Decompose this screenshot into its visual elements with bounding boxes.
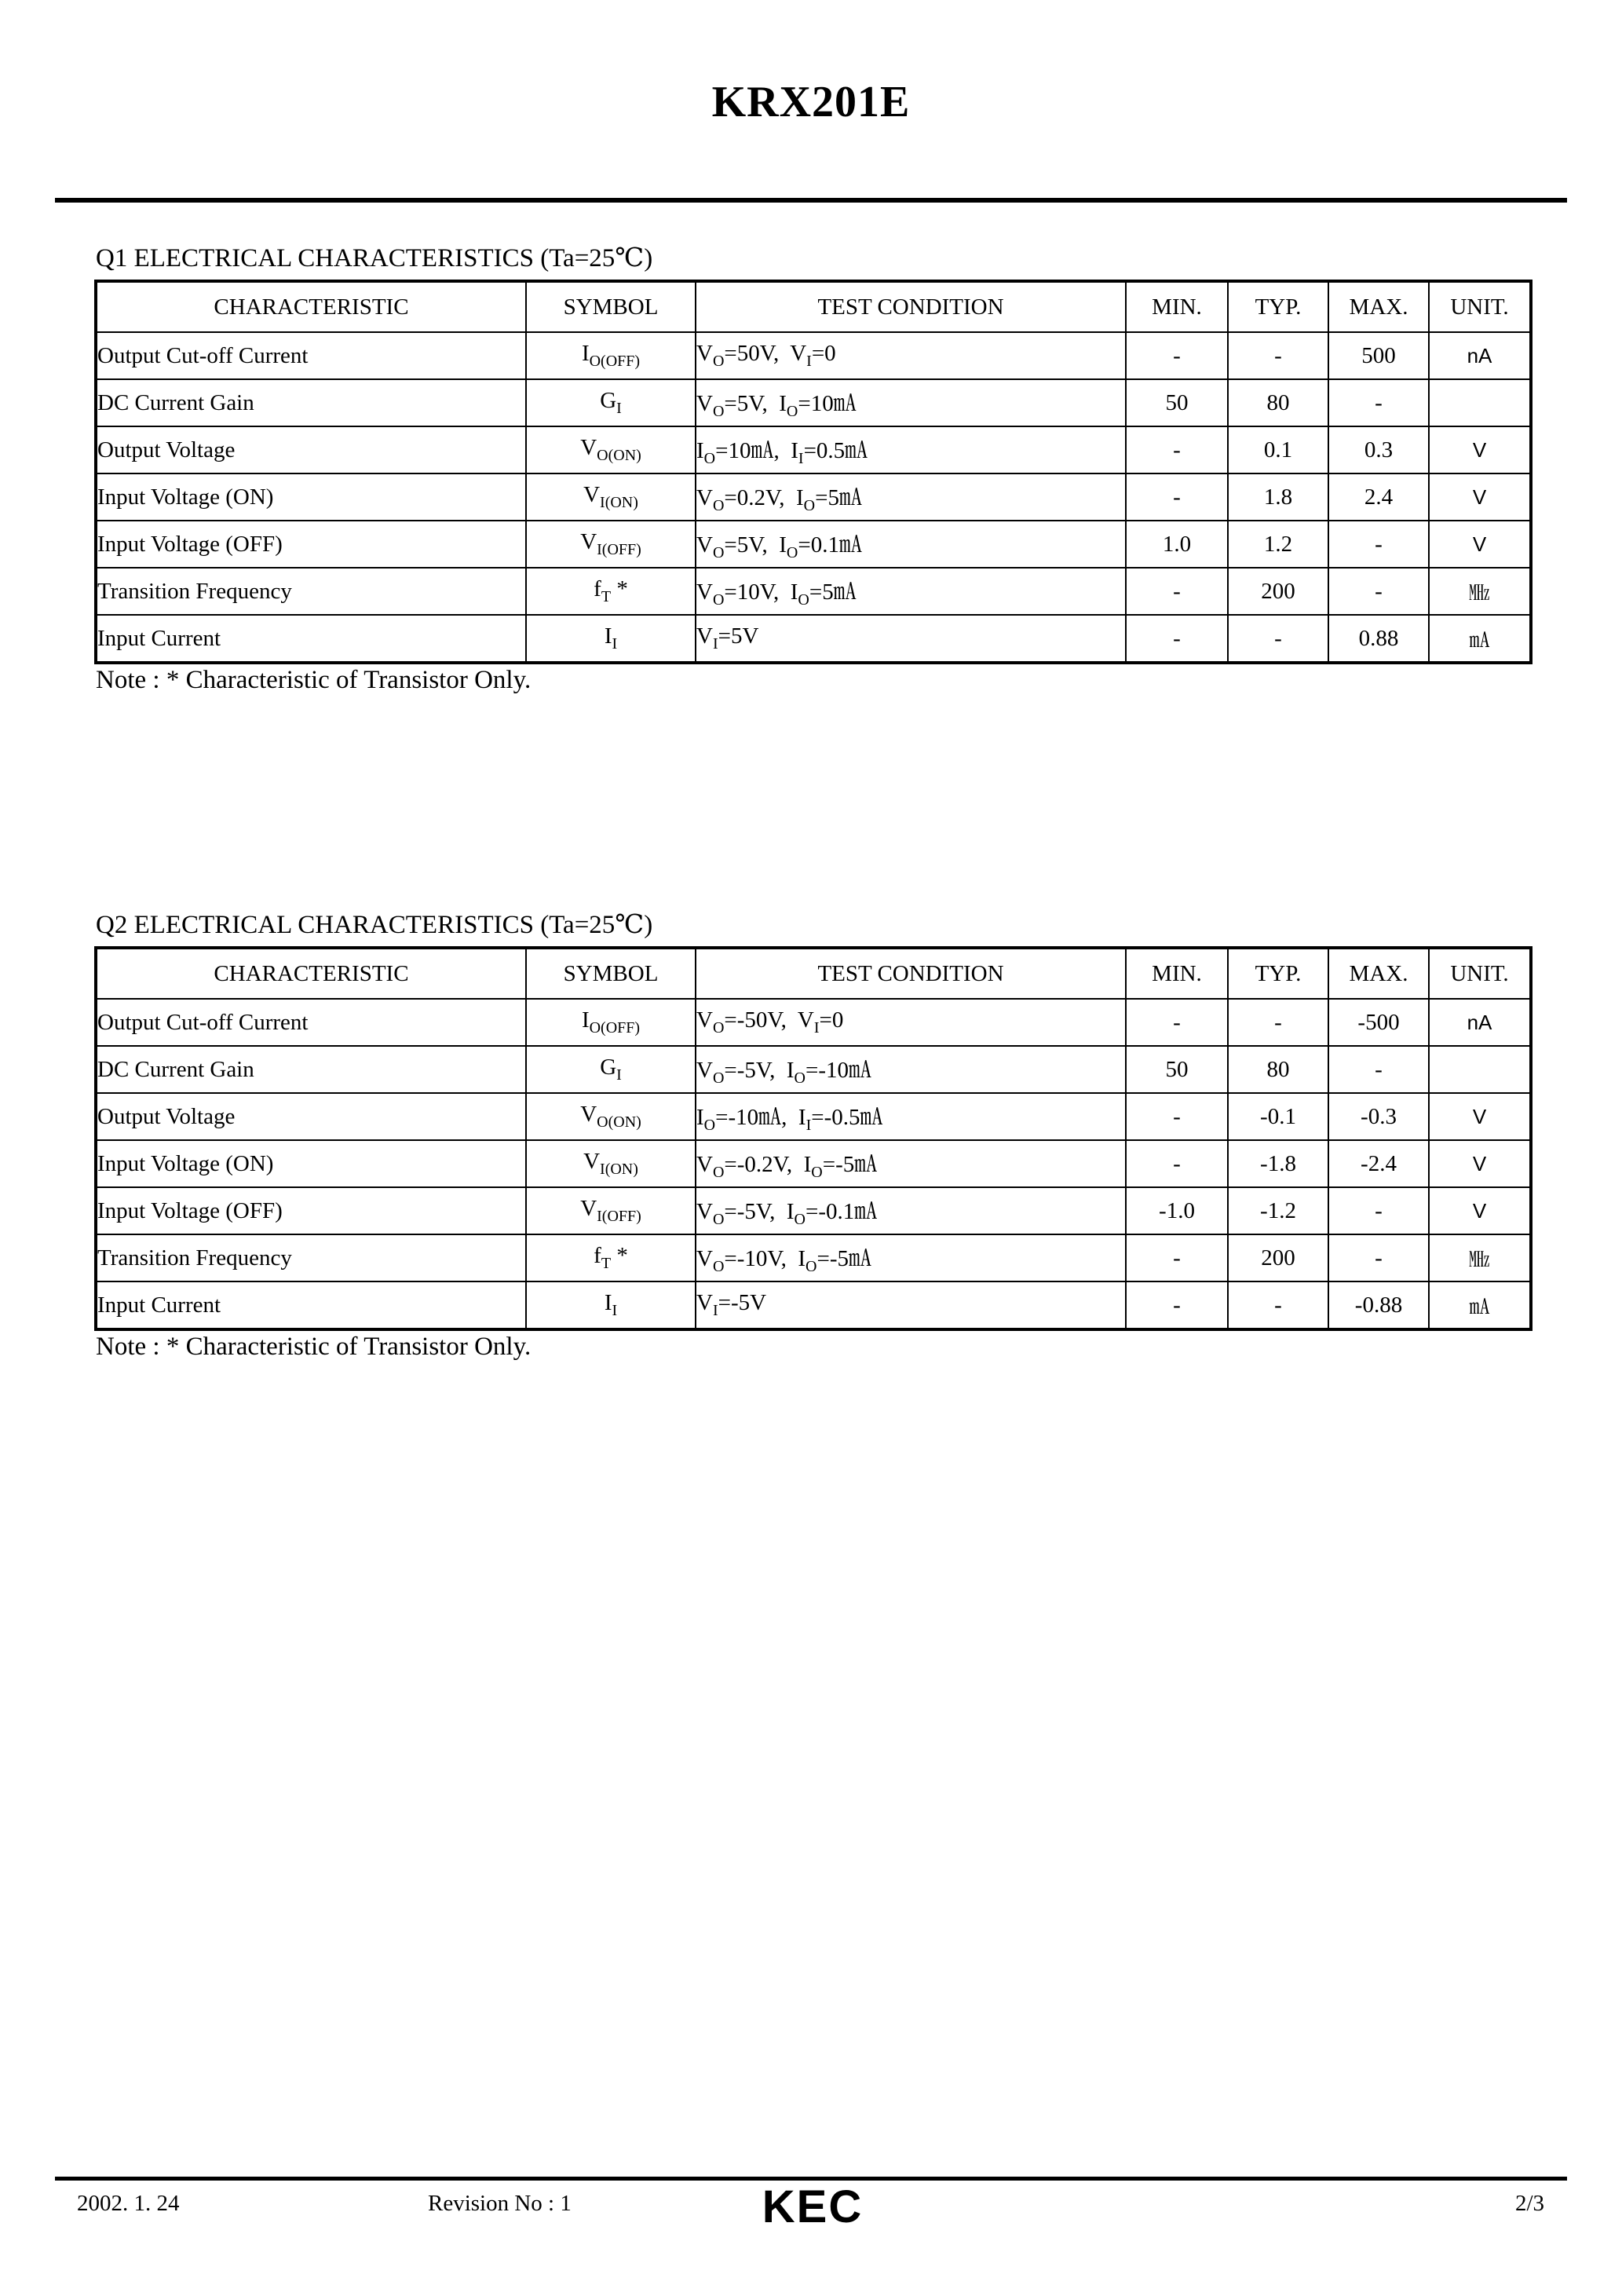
- symbol-subscript: I: [612, 634, 618, 653]
- condition-subscript: O: [806, 1257, 817, 1275]
- characteristic-cell: DC Current Gain: [96, 1046, 526, 1093]
- condition-value: =5V,: [724, 390, 780, 416]
- condition-var: I: [786, 1198, 795, 1224]
- q2-characteristics-table: [94, 946, 1532, 1331]
- condition-var: V: [696, 623, 713, 649]
- document-title: KRX201E: [711, 78, 911, 126]
- condition-var: V: [696, 1245, 713, 1271]
- symbol-cell: [526, 332, 696, 379]
- condition-subscript: O: [712, 352, 725, 370]
- q1-header-row: [96, 281, 1531, 332]
- condition-var: V: [696, 390, 713, 416]
- min-cell: -: [1126, 426, 1228, 473]
- symbol-main: I: [604, 1290, 612, 1316]
- unit-cell: nA: [1429, 332, 1531, 379]
- test-condition-cell: [696, 332, 1126, 379]
- typ-cell: 80: [1228, 379, 1328, 426]
- characteristic-cell: Transition Frequency: [96, 1234, 526, 1281]
- condition-subscript: O: [712, 1257, 725, 1275]
- q1-note: Note : * Characteristic of Transistor Only.: [96, 666, 532, 694]
- table-row: [96, 615, 1531, 663]
- max-cell: -: [1328, 568, 1429, 615]
- table-row: [96, 473, 1531, 521]
- condition-value: =0.2V,: [724, 484, 796, 510]
- max-cell: -: [1328, 379, 1429, 426]
- symbol-main: f: [594, 576, 601, 602]
- q2-col-header: TEST CONDITION: [696, 948, 1126, 999]
- symbol-cell: [526, 1093, 696, 1140]
- unit-cell: V: [1429, 1093, 1531, 1140]
- symbol-main: V: [580, 1102, 597, 1128]
- test-condition-cell: [696, 1140, 1126, 1187]
- test-condition-cell: [696, 426, 1126, 473]
- condition-value: =5V: [718, 623, 759, 649]
- q1-col-header: CHARACTERISTIC: [96, 281, 526, 332]
- max-cell: 0.88: [1328, 615, 1429, 663]
- typ-cell: -1.2: [1228, 1187, 1328, 1234]
- condition-var: I: [798, 1104, 806, 1130]
- condition-value: =-10㎃: [806, 1057, 872, 1083]
- test-condition-cell: [696, 615, 1126, 663]
- condition-value: =-5V: [718, 1290, 767, 1316]
- condition-value: =-0.5㎃: [811, 1104, 883, 1130]
- unit-cell: [1429, 1046, 1531, 1093]
- condition-var: I: [795, 484, 804, 510]
- max-cell: -: [1328, 521, 1429, 568]
- max-cell: -: [1328, 1046, 1429, 1093]
- symbol-main: V: [583, 482, 601, 508]
- characteristic-cell: Input Voltage (ON): [96, 1140, 526, 1187]
- q2-col-header: SYMBOL: [526, 948, 696, 999]
- unit-cell: ㎒: [1429, 568, 1531, 615]
- characteristic-cell: DC Current Gain: [96, 379, 526, 426]
- condition-value: =5㎃: [815, 484, 862, 510]
- symbol-main: V: [580, 435, 597, 461]
- min-cell: -: [1126, 999, 1228, 1046]
- symbol-subscript: T: [601, 587, 612, 605]
- condition-subscript: O: [712, 402, 725, 420]
- typ-cell: 200: [1228, 568, 1328, 615]
- min-cell: -: [1126, 615, 1228, 663]
- condition-subscript: I: [806, 352, 812, 370]
- condition-value: =-5V,: [724, 1057, 787, 1083]
- condition-value: =50V,: [724, 341, 791, 367]
- condition-value: =-0.1㎃: [806, 1198, 878, 1224]
- test-condition-cell: [696, 1234, 1126, 1281]
- condition-value: =10㎃: [798, 390, 857, 416]
- min-cell: -: [1126, 1234, 1228, 1281]
- test-condition-cell: [696, 473, 1126, 521]
- table-row: [96, 426, 1531, 473]
- condition-value: =-50V,: [724, 1007, 798, 1033]
- characteristic-cell: Input Voltage (OFF): [96, 1187, 526, 1234]
- characteristic-cell: Input Current: [96, 1281, 526, 1329]
- condition-subscript: I: [712, 1301, 718, 1319]
- min-cell: -: [1126, 1281, 1228, 1329]
- max-cell: 2.4: [1328, 473, 1429, 521]
- condition-subscript: O: [794, 1210, 806, 1228]
- condition-value: =0.1㎃: [798, 532, 862, 558]
- min-cell: 50: [1126, 379, 1228, 426]
- table-row: [96, 999, 1531, 1046]
- condition-value: =5㎃: [809, 579, 857, 605]
- unit-cell: V: [1429, 1140, 1531, 1187]
- symbol-asterisk: *: [611, 576, 628, 602]
- condition-value: =-0.2V,: [724, 1151, 804, 1177]
- test-condition-cell: [696, 1281, 1126, 1329]
- unit-cell: V: [1429, 1187, 1531, 1234]
- kec-logo-text: KEC: [762, 2183, 864, 2230]
- test-condition-cell: [696, 1093, 1126, 1140]
- typ-cell: 200: [1228, 1234, 1328, 1281]
- condition-var: V: [696, 1151, 713, 1177]
- min-cell: -1.0: [1126, 1187, 1228, 1234]
- condition-subscript: O: [803, 496, 816, 514]
- condition-var: V: [696, 341, 713, 367]
- unit-cell: V: [1429, 426, 1531, 473]
- symbol-cell: [526, 473, 696, 521]
- characteristic-cell: Output Cut-off Current: [96, 332, 526, 379]
- symbol-subscript: I: [616, 399, 622, 417]
- symbol-cell: [526, 1187, 696, 1234]
- condition-subscript: O: [712, 1069, 725, 1087]
- q1-col-header: TYP.: [1228, 281, 1328, 332]
- condition-value: =-5㎃: [816, 1245, 872, 1271]
- min-cell: -: [1126, 1093, 1228, 1140]
- condition-var: I: [696, 437, 704, 463]
- condition-value: =10V,: [724, 579, 791, 605]
- condition-value: =-5㎃: [822, 1151, 878, 1177]
- condition-subscript: O: [798, 590, 809, 609]
- symbol-cell: [526, 1046, 696, 1093]
- min-cell: -: [1126, 473, 1228, 521]
- typ-cell: -: [1228, 1281, 1328, 1329]
- typ-cell: 1.2: [1228, 521, 1328, 568]
- condition-subscript: I: [712, 634, 718, 653]
- footer-page-number: 2/3: [1515, 2191, 1545, 2216]
- symbol-cell: [526, 426, 696, 473]
- kec-logo: [754, 2183, 871, 2230]
- condition-var: V: [696, 1057, 713, 1083]
- typ-cell: 1.8: [1228, 473, 1328, 521]
- condition-subscript: O: [703, 449, 716, 467]
- q1-characteristics-table: [94, 280, 1532, 664]
- table-row: [96, 1140, 1531, 1187]
- unit-cell: ㎒: [1429, 1234, 1531, 1281]
- symbol-cell: [526, 1140, 696, 1187]
- condition-var: I: [779, 390, 787, 416]
- symbol-cell: [526, 379, 696, 426]
- condition-var: V: [696, 484, 713, 510]
- unit-cell: ㎃: [1429, 1281, 1531, 1329]
- characteristic-cell: Input Voltage (ON): [96, 473, 526, 521]
- max-cell: 500: [1328, 332, 1429, 379]
- symbol-subscript: O(ON): [597, 1113, 641, 1131]
- q1-col-header: SYMBOL: [526, 281, 696, 332]
- table-row: [96, 521, 1531, 568]
- condition-value: =0: [811, 341, 836, 367]
- q1-col-header: UNIT.: [1429, 281, 1531, 332]
- table-row: [96, 1234, 1531, 1281]
- condition-var: I: [779, 532, 787, 558]
- table-row: [96, 379, 1531, 426]
- condition-subscript: O: [794, 1069, 806, 1087]
- max-cell: -: [1328, 1234, 1429, 1281]
- q2-col-header: MAX.: [1328, 948, 1429, 999]
- min-cell: -: [1126, 332, 1228, 379]
- symbol-subscript: O(OFF): [589, 352, 641, 370]
- symbol-cell: [526, 1234, 696, 1281]
- q1-col-header: TEST CONDITION: [696, 281, 1126, 332]
- typ-cell: 80: [1228, 1046, 1328, 1093]
- condition-subscript: O: [712, 590, 725, 609]
- table-row: [96, 1046, 1531, 1093]
- symbol-subscript: I: [616, 1066, 622, 1084]
- symbol-cell: [526, 568, 696, 615]
- typ-cell: -0.1: [1228, 1093, 1328, 1140]
- q1-section-title: Q1 ELECTRICAL CHARACTERISTICS (Ta=25℃): [96, 244, 653, 272]
- footer-date: 2002. 1. 24: [77, 2191, 180, 2216]
- symbol-subscript: I(ON): [600, 1160, 638, 1178]
- symbol-main: V: [583, 1149, 601, 1175]
- q2-note: Note : * Characteristic of Transistor Only.: [96, 1333, 532, 1361]
- q2-col-header: TYP.: [1228, 948, 1328, 999]
- unit-cell: ㎃: [1429, 615, 1531, 663]
- symbol-main: f: [594, 1243, 601, 1269]
- test-condition-cell: [696, 521, 1126, 568]
- condition-subscript: O: [712, 1163, 725, 1181]
- q2-col-header: CHARACTERISTIC: [96, 948, 526, 999]
- condition-subscript: O: [712, 543, 725, 561]
- q2-header-row: [96, 948, 1531, 999]
- condition-value: =0: [819, 1007, 844, 1033]
- condition-var: V: [696, 1290, 713, 1316]
- table-row: [96, 1281, 1531, 1329]
- symbol-main: G: [600, 388, 617, 414]
- symbol-subscript: O(OFF): [589, 1018, 641, 1036]
- condition-subscript: O: [712, 496, 725, 514]
- typ-cell: 0.1: [1228, 426, 1328, 473]
- typ-cell: -: [1228, 332, 1328, 379]
- symbol-main: I: [581, 341, 590, 367]
- condition-value: =-10V,: [724, 1245, 798, 1271]
- test-condition-cell: [696, 1187, 1126, 1234]
- max-cell: -0.3: [1328, 1093, 1429, 1140]
- typ-cell: -: [1228, 999, 1328, 1046]
- condition-var: I: [786, 1057, 795, 1083]
- table-row: [96, 1187, 1531, 1234]
- condition-var: I: [791, 437, 798, 463]
- symbol-main: I: [581, 1007, 590, 1033]
- symbol-cell: [526, 1281, 696, 1329]
- condition-var: I: [696, 1104, 704, 1130]
- footer-rule: [55, 2177, 1567, 2181]
- table-row: [96, 332, 1531, 379]
- test-condition-cell: [696, 999, 1126, 1046]
- symbol-subscript: I(OFF): [597, 540, 641, 558]
- characteristic-cell: Transition Frequency: [96, 568, 526, 615]
- typ-cell: -: [1228, 615, 1328, 663]
- unit-cell: [1429, 379, 1531, 426]
- condition-var: V: [696, 579, 713, 605]
- q2-col-header: UNIT.: [1429, 948, 1531, 999]
- min-cell: -: [1126, 1140, 1228, 1187]
- condition-subscript: O: [712, 1210, 725, 1228]
- condition-value: =-10㎃,: [715, 1104, 798, 1130]
- condition-var: V: [797, 1007, 814, 1033]
- table-row: [96, 568, 1531, 615]
- characteristic-cell: Output Voltage: [96, 426, 526, 473]
- footer-revision: Revision No : 1: [428, 2191, 572, 2216]
- min-cell: 50: [1126, 1046, 1228, 1093]
- unit-cell: V: [1429, 473, 1531, 521]
- symbol-subscript: O(ON): [597, 446, 641, 464]
- q2-section-title: Q2 ELECTRICAL CHARACTERISTICS (Ta=25℃): [96, 911, 653, 939]
- condition-subscript: O: [703, 1116, 716, 1134]
- min-cell: -: [1126, 568, 1228, 615]
- max-cell: -2.4: [1328, 1140, 1429, 1187]
- condition-value: =-5V,: [724, 1198, 787, 1224]
- test-condition-cell: [696, 379, 1126, 426]
- table-row: [96, 1093, 1531, 1140]
- symbol-cell: [526, 999, 696, 1046]
- symbol-cell: [526, 615, 696, 663]
- max-cell: -: [1328, 1187, 1429, 1234]
- condition-var: V: [790, 341, 807, 367]
- unit-cell: nA: [1429, 999, 1531, 1046]
- symbol-subscript: I(ON): [600, 493, 638, 511]
- symbol-subscript: I(OFF): [597, 1207, 641, 1225]
- condition-value: =10㎃,: [715, 437, 791, 463]
- condition-value: =5V,: [724, 532, 780, 558]
- symbol-main: G: [600, 1055, 617, 1080]
- symbol-main: V: [580, 1196, 597, 1222]
- typ-cell: -1.8: [1228, 1140, 1328, 1187]
- test-condition-cell: [696, 568, 1126, 615]
- symbol-cell: [526, 521, 696, 568]
- condition-subscript: I: [798, 449, 804, 467]
- condition-var: I: [803, 1151, 812, 1177]
- unit-cell: V: [1429, 521, 1531, 568]
- max-cell: -0.88: [1328, 1281, 1429, 1329]
- max-cell: 0.3: [1328, 426, 1429, 473]
- symbol-main: I: [604, 623, 612, 649]
- condition-subscript: O: [786, 402, 798, 420]
- condition-var: V: [696, 532, 713, 558]
- condition-subscript: I: [806, 1116, 812, 1134]
- condition-var: V: [696, 1007, 713, 1033]
- condition-subscript: O: [786, 543, 798, 561]
- condition-var: V: [696, 1198, 713, 1224]
- q1-col-header: MAX.: [1328, 281, 1429, 332]
- symbol-asterisk: *: [611, 1243, 628, 1269]
- q1-col-header: MIN.: [1126, 281, 1228, 332]
- condition-var: I: [790, 579, 798, 605]
- condition-subscript: O: [811, 1163, 823, 1181]
- condition-subscript: I: [813, 1018, 820, 1036]
- condition-var: I: [798, 1245, 806, 1271]
- characteristic-cell: Output Voltage: [96, 1093, 526, 1140]
- characteristic-cell: Input Voltage (OFF): [96, 521, 526, 568]
- q2-col-header: MIN.: [1126, 948, 1228, 999]
- condition-subscript: O: [712, 1018, 725, 1036]
- symbol-main: V: [580, 529, 597, 555]
- symbol-subscript: I: [612, 1301, 618, 1319]
- header-rule: [55, 198, 1567, 203]
- symbol-subscript: T: [601, 1254, 612, 1272]
- characteristic-cell: Output Cut-off Current: [96, 999, 526, 1046]
- min-cell: 1.0: [1126, 521, 1228, 568]
- max-cell: -500: [1328, 999, 1429, 1046]
- characteristic-cell: Input Current: [96, 615, 526, 663]
- test-condition-cell: [696, 1046, 1126, 1093]
- condition-value: =0.5㎃: [803, 437, 868, 463]
